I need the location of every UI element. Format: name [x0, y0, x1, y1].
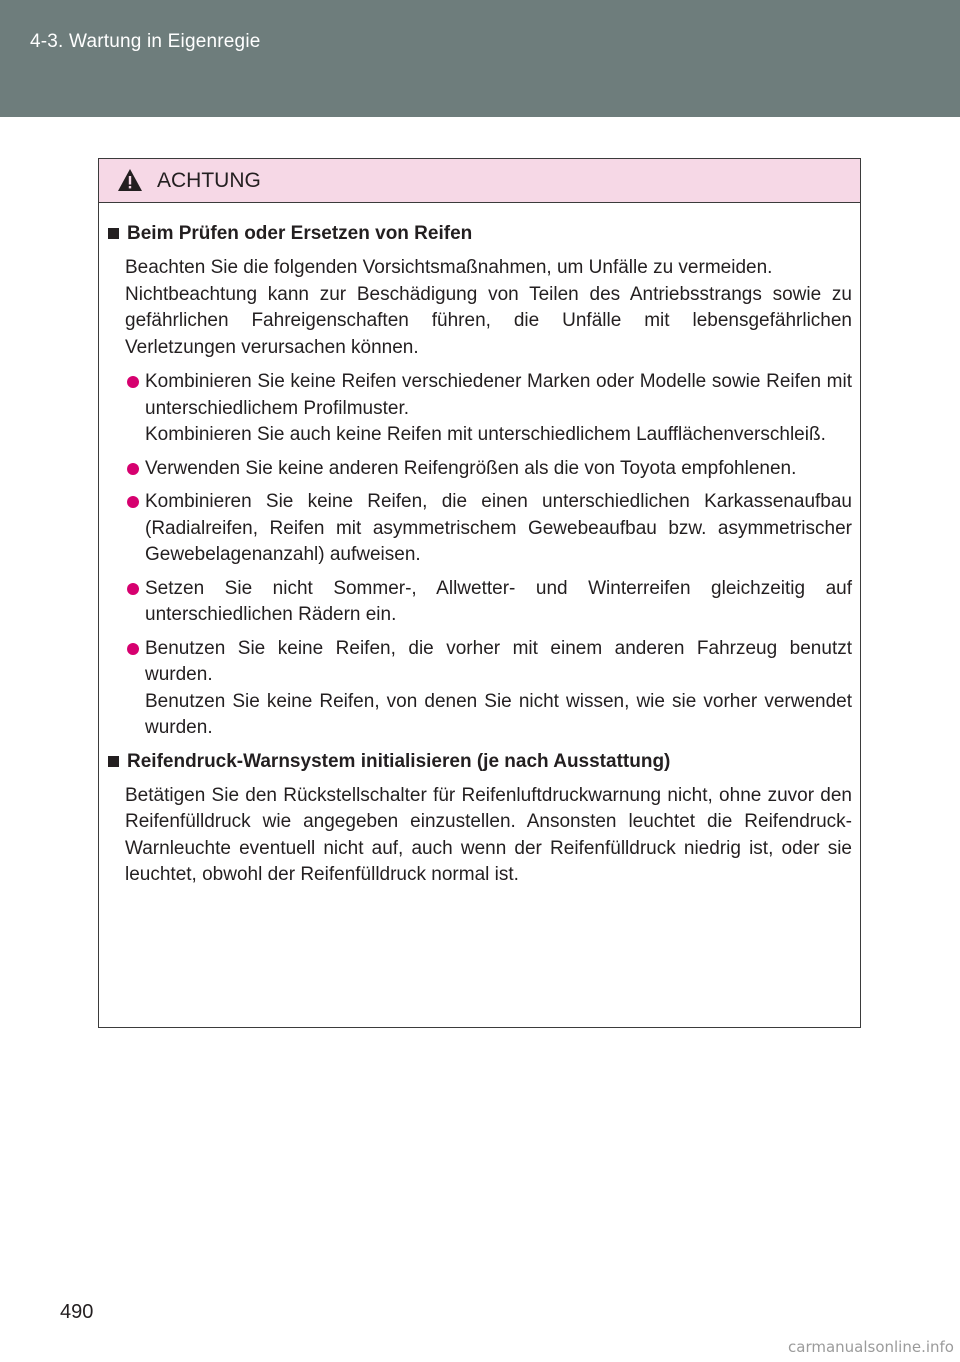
square-bullet-icon [108, 228, 119, 239]
round-bullet-icon [127, 496, 139, 508]
warning-title: ACHTUNG [157, 169, 261, 192]
paragraph-text: Betätigen Sie den Rückstellschalter für Reifenluftdruckwarnung nicht, ohne zuvor den Reifenfülldruck wie angegeben einzustellen. Ansonsten leuchtet die Reifendruck-Warnleuchte eventuell nicht auf, auch wenn der Reifenfülldruck niedrig ist, oder sie leuchtet, obwohl der Reifenfülldruck normal ist. [125, 784, 852, 885]
chapter-header [0, 0, 960, 117]
warning-triangle-icon [117, 168, 143, 192]
bullet-item [107, 369, 852, 449]
paragraph-text: Nichtbeachtung kann zur Beschädigung von Teilen des Antriebsstrangs sowie zu gefährlichen Fahreigenschaften führen, die Unfälle mit lebensgefährlichen Verletzungen verursachen können. [125, 283, 852, 358]
warning-box [98, 158, 861, 1028]
section-paragraph [107, 783, 852, 889]
watermark: carmanualsonline.info [788, 1338, 954, 1356]
round-bullet-icon [127, 583, 139, 595]
bullet-text: Kombinieren Sie keine Reifen, die einen unterschiedlichen Karkassenaufbau (Radialreifen, Reifen mit asymmetrischem Gewebeaufbau bzw. asymmetrischer Gewebelagenanzahl) aufweisen. [145, 491, 852, 565]
bullet-text: Verwenden Sie keine anderen Reifengrößen als die von Toyota empfohlenen. [145, 457, 797, 479]
section-heading [107, 749, 852, 775]
bullet-text: Kombinieren Sie auch keine Reifen mit unterschiedlichem Laufflächenverschleiß. [145, 424, 826, 445]
bullet-text: Benutzen Sie keine Reifen, von denen Sie nicht wissen, wie sie vorher verwendet wurden. [145, 690, 852, 738]
warning-body [99, 203, 860, 889]
bullet-item [107, 489, 852, 569]
round-bullet-icon [127, 376, 139, 388]
square-bullet-icon [108, 756, 119, 767]
warning-header [99, 159, 860, 203]
paragraph-text: Beachten Sie die folgenden Vorsichtsmaßnahmen, um Unfälle zu vermeiden. [125, 257, 773, 278]
page-number: 490 [60, 1301, 94, 1323]
round-bullet-icon [127, 643, 139, 655]
section-heading-text: Reifendruck-Warnsystem initialisieren (je nach Ausstattung) [127, 750, 671, 772]
chapter-title: 4-3. Wartung in Eigenregie [30, 31, 261, 52]
bullet-item [107, 636, 852, 742]
section-heading-text: Beim Prüfen oder Ersetzen von Reifen [127, 223, 473, 244]
bullet-text: Kombinieren Sie keine Reifen verschiedener Marken oder Modelle sowie Reifen mit unterschiedlichem Profilmuster. [145, 371, 852, 419]
section-heading [107, 221, 852, 247]
bullet-text: Setzen Sie nicht Sommer-, Allwetter- und Winterreifen gleichzeitig auf unterschiedlichen Rädern ein. [145, 577, 852, 625]
section-paragraph [107, 255, 852, 361]
round-bullet-icon [127, 463, 139, 475]
bullet-item [107, 576, 852, 629]
bullet-text: Benutzen Sie keine Reifen, die vorher mit einem anderen Fahrzeug benutzt wurden. [145, 637, 852, 685]
bullet-item [107, 456, 852, 483]
